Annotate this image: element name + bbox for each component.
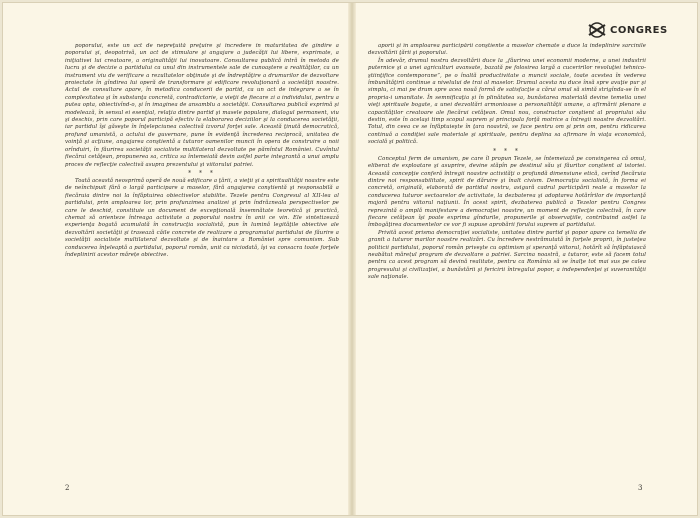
right-paragraph-4: Privită acest prisma democraţiei socialiste, unitatea dintre partid şi popor apare ca temelia de granit a tuturor marilor noastre realizări. Cu încredere nestrămutată în forţele proprii, în justeţea politicii partidului, poporul român priveşte cu optimism şi speranţă viitorul, hotărît să înfăptuiască neabătut mărețul program de dezvoltare a patriei. Sarcina noastră, a tuturor, este să facem totul pentru ca acest program să devină realitate, pentru ca România să se înalţe tot mai sus pe calea progresului şi civilizaţiei, a bunăstării şi fericirii întregului popor, a independenţei şi suveranităţii sale naţionale. — [368, 229, 646, 281]
right-paragraph-3: Conceptul ferm de umanism, pe care îl propun Tezele, se întemeiază pe convingerea că omul, eliberat de exploatare şi asuprire, devine stăpîn pe destinul său şi făuritor conştient al istoriei. Această concepţie conferă întregii noastre activităţi o profundă dimensiune etică, cerînd fiecăruia dintre noi responsabilitate, spirit de dăruire şi înalt civism. Democraţia socialistă, în forma ei concretă, originală, elaborată de partidul nostru, asigură cadrul participării reale a maselor la conducerea tuturor sectoarelor de activitate, la dezbaterea şi adoptarea hotărîrilor de importanţă majoră pentru viitorul naţiunii. În acest spirit, dezbaterea publică a Tezelor pentru Congres reprezintă o amplă manifestare a democraţiei noastre, un moment de reflecţie colectivă, în care fiecare cetăţean îşi poate exprima gîndurile, propunerile şi observaţiile, contribuind astfel la îmbogăţirea documentelor ce vor fi supuse aprobării forului suprem al partidului. — [368, 155, 646, 229]
left-paragraph-2: Toată această neosprimă operă de nouă edificare a ţării, a vieţii şi a spiritualităţii noastre este de neînchipuit fără o largă participare a maselor, fără angajarea conştientă şi responsabilă a fiecăruia dintre noi la înfăptuirea obiectivelor stabilite. Tezele pentru Congresul al XII-lea al partidului, prin amploarea lor, prin profunzimea analizei şi prin îndrăzneala perspectivelor pe care le deschid, constituie un document de excepţională însemnătate teoretică şi practică, chemat să orienteze întreaga activitate a poporului nostru în anii ce vin. Ele sintetizează experienţa bogată acumulată în construcţia socialistă, pun în lumină legităţile obiective ale dezvoltării societăţii şi trasează căile concrete de realizare a programului partidului de făurire a societăţii socialiste multilateral dezvoltate şi de înaintare a României spre comunism. Sub conducerea înţeleaptă a partidului, poporul român, unit ca niciodată, îşi va consacra toate forţele îndeplinirii acestor mărețe obiective. — [65, 177, 339, 258]
right-paragraph-2: În adevăr, drumul nostru dezvoltării duce la „făurirea unei economii moderne, a unei industrii puternice şi a unei agriculturi avansate, bazată pe folosirea largă a cuceririlor revoluţiei tehnico-ştiinţifice contemporane”, pe o înaltă productivitate a muncii sociale, toate acestea în vederea îmbunătăţirii continue a nivelului de trai al maselor. Drumul acesta nu duce însă spre avuţie pur şi simplu, ci mai pe drum spre acea nouă formă de satisfacţie a cărui omul să simtă strigînda-se în el propria-i umanitate. În semnificaţia şi în plinătatea sa, bunăstarea materială devine temelia unei vieţi spirituale bogate, a unei dezvoltări armonioase a personalităţii umane, a afirmării plenare a capacităţilor creatoare ale fiecărui cetăţean. Omul nou, constructor conştient al propriului său destin, este în acelaşi timp scopul suprem şi principala forţă motrice a întregii noastre dezvoltări. Totul, din ceea ce se înfăptuieşte în ţara noastră, se face pentru om şi prin om, pentru ridicarea continuă a condiţiei sale materiale şi spirituale, pentru deplina sa afirmare în viaţa economică, socială şi politică. — [368, 57, 646, 146]
left-page — [3, 3, 348, 515]
right-page — [356, 3, 697, 515]
right-text-column — [368, 43, 646, 463]
right-paragraph-1: aporii şi în amploarea participării conştiente a maselor chemate a duce la îndeplinire sarcinile dezvoltării ţării şi poporului. — [368, 43, 646, 57]
page-number-left: 2 — [65, 484, 70, 492]
page-number-right: 3 — [638, 484, 643, 492]
congress-emblem-icon — [586, 22, 608, 38]
left-text-column — [65, 43, 339, 461]
logo-text: CONGRES — [610, 24, 668, 36]
section-divider: * * * — [188, 169, 216, 177]
book-gutter — [348, 3, 356, 515]
congress-logo — [586, 21, 696, 39]
left-paragraph-1: poporului, este un act de nepreţuită preţuire şi încredere în maturitatea de gîndire a poporului şi, deopotrivă, un act de stimulare şi angajare a judecăţii lui libere, exprimate, a iniţiativei lui creatoare, a originalităţii lui inovatoare. Consultarea publică intră în metoda de lucru şi de decizie a partidului ca unul din instrumentele sale de cunoaştere a realităţilor, ca un instrument viu de verificare a rezultatelor obţinute şi de îndreptăţire a drumurilor de dezvoltare proiectate în gîndirea lui operă de transformare şi edificare revoluţionară a societăţii noastre. Actul de consultare apare, în metodica conducerii de partid, ca un act de integrare a se în complexitatea şi în substanţa concretă, contradictorie, a vieţii de fiecare zi a individului, pentru a putea opta, obiectivînd-o, şi în imaginea de ansamblu a societăţii. Consultarea publică exprimă şi modelează, în sensul ei esenţial, relaţia dintre partid şi masele populare, dialogul permanent, viu şi deschis, prin care poporul participă efectiv la elaborarea deciziilor şi la conducerea societăţii, iar partidul îşi găseşte în înţelepciunea colectivă izvorul forţei sale. Această ţinută democratică, profund umanistă, a actului de guvernare, pune în evidenţă încrederea reciprocă, unitatea de voinţă şi acţiune, angajarea conştientă a tuturor oamenilor muncii în opera de construire a noii orînduiri, în făurirea societăţii socialiste multilateral dezvoltate pe pămîntul României. Cuvîntul fiecărui cetăţean, propunerea sa, critica sa întemeiată devin astfel parte integrantă a unui amplu proces de reflecţie colectivă asupra prezentului şi viitorului patriei. — [65, 43, 339, 168]
book-spread — [3, 3, 697, 515]
section-divider: * * * — [493, 147, 521, 155]
